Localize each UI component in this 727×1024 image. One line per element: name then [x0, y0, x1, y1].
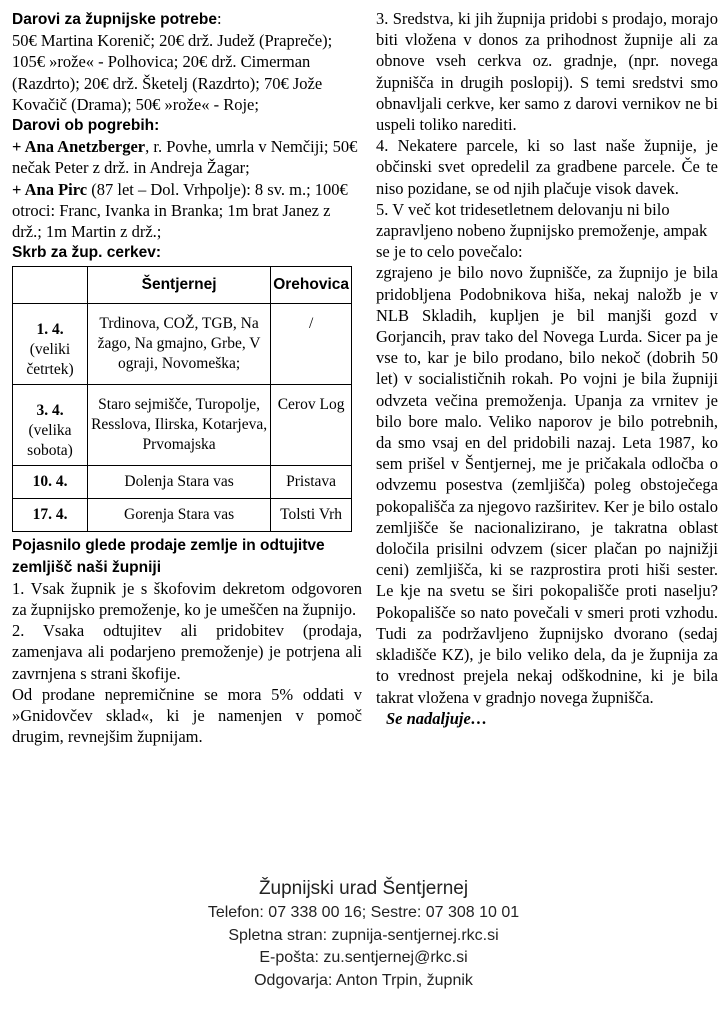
donations-paragraph: [12, 8, 362, 115]
deceased-name-2: + Ana Pirc: [12, 179, 88, 199]
row-sentjernej: Dolenja Stara vas: [88, 466, 271, 499]
phone-line: Telefon: 07 338 00 16; Sestre: 07 308 10 01: [207, 904, 520, 921]
table-row: [13, 499, 352, 532]
row-orehovica: /: [271, 304, 352, 385]
row-date: 1. 4.: [36, 321, 64, 339]
row-date-cell: [13, 304, 88, 385]
row-sentjernej: Staro sejmišče, Turopolje, Resslova, Ilirska, Kotarjeva, Prvomajska: [88, 385, 271, 466]
website-line: Spletna stran: zupnija-sentjernej.rkc.si: [228, 926, 499, 944]
table-header-row: [13, 267, 352, 304]
header-orehovica: Orehovica: [271, 267, 352, 304]
row-sentjernej: Trdinova, COŽ, TGB, Na žago, Na gmajno, Grbe, V ograji, Novomeška;: [88, 304, 271, 385]
explanation-point-1: 1. Vsak župnik je s škofovim dekretom odgovoren za župnijsko premoženje, ko je umeščen na župnijo.: [12, 578, 362, 620]
explanation-note: Od prodane nepremičnine se mora 5% oddati v »Gnidovčev sklad«, ki je namenjen v pomoč drugim, revnejšim župnijam.: [12, 684, 362, 747]
row-orehovica: Pristava: [271, 466, 352, 499]
row-date: 10. 4.: [32, 473, 68, 491]
table-row: [13, 304, 352, 385]
church-care-table: [12, 266, 352, 532]
table-row: [13, 385, 352, 466]
row-date-cell: [13, 385, 88, 466]
explanation-point-4: 4. Nekatere parcele, ki so last naše župnije, je občinski svet opredelil za gradbene parcele. Če te niso pozidane, se od njih plačuje visok davek.: [376, 136, 718, 198]
church-care-title: Skrb za žup. cerkev:: [12, 244, 162, 262]
funeral-entry-1: [12, 136, 362, 178]
row-sentjernej: Gorenja Stara vas: [88, 499, 271, 532]
row-date-note: (veliki četrtek): [26, 341, 74, 379]
office-name: Župnijski urad Šentjernej: [258, 878, 469, 899]
row-date: 17. 4.: [32, 506, 68, 524]
table-row: [13, 466, 352, 499]
row-date-cell: [13, 499, 88, 532]
header-empty: [13, 267, 88, 304]
funeral-donations-title: Darovi ob pogrebih:: [12, 117, 160, 135]
funeral-entry-2: [12, 179, 362, 243]
row-date-cell: [13, 466, 88, 499]
responsible-line: Odgovarja: Anton Trpin, župnik: [254, 971, 473, 989]
funeral-entry-2-text: (87 let – Dol. Vrhpolje): 8 sv. m.; 100€ otroci: Franc, Ivanka in Branka; 1m brat Janez z drž.; 1m Martin z drž.;: [12, 179, 348, 242]
explanation-point-3: 3. Sredstva, ki jih župnija pridobi s prodajo, morajo biti vložena v donos za prihodnost župnije ali za obnove vseh cerkva oz. gradnje, (npr. novega župnišča in drugih poslopij). S temi sredstvi smo obnavljali cerkve, ker samo z darovi vernikov ne bi uspeli toliko narediti.: [376, 9, 718, 135]
deceased-name-1: + Ana Anetzberger: [12, 137, 146, 157]
explanation-point-5-intro: 5. V več kot tridesetletnem delovanju ni bilo zapravljeno nobeno župnijsko premoženje, ampak se je to celo povečalo:: [376, 199, 708, 262]
footer: [0, 876, 727, 992]
explanation-point-2: 2. Vsaka odtujitev ali pridobitev (prodaja, zamenjava ali podarjeno premoženje) je potrjena ali zavrnjena s strani škofije.: [12, 621, 362, 683]
donations-title: Darovi za župnijske potrebe: [12, 11, 217, 28]
explanation-point-5-body: zgrajeno je bilo novo župnišče, za župnijo je bila pridobljena Podobnikova hiša, nekaj naložb je v NLB Skladih, kupljen je bil manjši gozd v Gorjancih, prav tako del Novega Lurda. Sicer pa je vse to, kar je bilo prodano, bilo nekoč (dobrih 50 let) v socialističnih rokah. Po vojni je bila župniji odvzeta večina premoženja. Upanja za vrnitev je bilo bore malo. Veliko naporov je bilo potrebnih, da smo vsaj en del pridobili nazaj. Leta 1987, ko sem prišel v Šentjernej, me je pričakala odločba o odvzemu posestva (zemljišča) poleg obstoječega pokopališča za njegovo razširitev. Ker je bilo ostalo zemljišče še nacionalizirano, je takratna oblast določila prisilni odvzem (sicer plačan po najnižji ceni) zemljišča, ki se razprostira proti hiši sester. Le kje na svetu se širi pokopališče proti naselju? Pokopališče so nato povečali v smeri proti vzhodu. Tudi za podržavljeno župnijsko dvorano (sedaj skladišče KZ), je bilo veliko dela, da je župnija za to vrednost prejela nekaj odškodnine, ki je bila takrat vložena v gradnjo novega župnišča.: [376, 263, 718, 707]
row-date: 3. 4.: [36, 402, 64, 420]
header-sentjernej: Šentjernej: [88, 267, 271, 304]
row-orehovica: Cerov Log: [271, 385, 352, 466]
row-orehovica: Tolsti Vrh: [271, 499, 352, 532]
continues-note: Se nadaljuje…: [386, 708, 488, 728]
row-date-note: (velika sobota): [27, 422, 73, 460]
right-column: [376, 8, 718, 729]
email-line: E-pošta: zu.sentjernej@rkc.si: [259, 949, 468, 966]
donations-text: 50€ Martina Korenič; 20€ drž. Judež (Prapreče); 105€ »rože« - Polhovica; 20€ drž. Cimerman (Razdrto); 20€ drž. Šketelj (Razdrto); 70€ Jože Kovačič (Drama); 50€ »rože« - Roje;: [12, 31, 333, 114]
left-column: [12, 8, 362, 747]
donations-title-colon: :: [217, 9, 222, 28]
funeral-entry-1-text: , r. Povhe, umrla v Nemčiji; 50€ nečak Peter z drž. in Andreja Žagar;: [12, 137, 358, 178]
explanation-title: Pojasnilo glede prodaje zemlje in odtujitve zemljišč naši župniji: [12, 537, 325, 576]
